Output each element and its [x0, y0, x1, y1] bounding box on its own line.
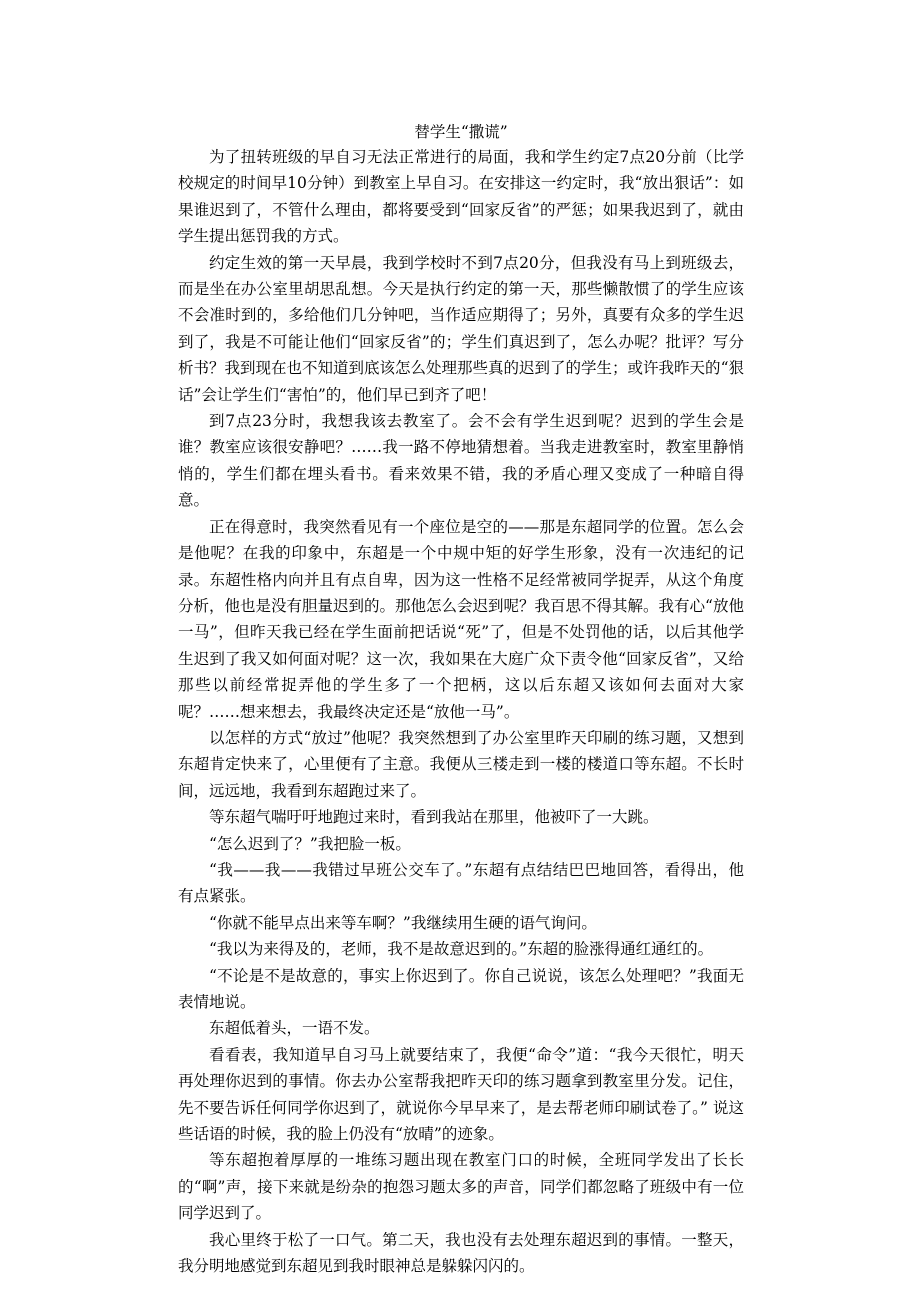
- paragraph: 以怎样的方式“放过”他呢？我突然想到了办公室里昨天印刷的练习题，又想到东超肯定快来了，心里便有了主意。我便从三楼走到一楼的楼道口等东超。不长时间，远远地，我看到东超跑过来了。: [178, 728, 744, 800]
- paragraph: “怎么迟到了？”我把脸一板。: [209, 834, 411, 853]
- paragraph: 等东超抱着厚厚的一堆练习题出现在教室门口的时候，全班同学发出了长长的“啊”声，接下来就是纷杂的抱怨习题太多的声音，同学们都忽略了班级中有一位同学迟到了。: [178, 1151, 744, 1223]
- paragraph: 等东超气喘吁吁地跑过来时，看到我站在那里，他被吓了一大跳。: [209, 808, 659, 827]
- paragraph: 正在得意时，我突然看见有一个座位是空的——那是东超同学的位置。怎么会是他呢？在我的印象中，东超是一个中规中矩的好学生形象，没有一次违纪的记录。东超性格内向并且有点自卑，因为这一性格不足经常被同学捉弄，从这个角度分析，他也是没有胆量迟到的。那他怎么会迟到呢？我百思不得其解。我有心“放他一马”，但昨天我已经在学生面前把话说“死”了，但是不处罚他的话，以后其他学生迟到了我又如何面对呢？这一次，我如果在大庭广众下责令他“回家反省”，又给那些以前经常捉弄他的学生多了一个把柄，这以后东超又该如何去面对大家呢？……想来想去，我最终决定还是“放他一马”。: [178, 517, 744, 721]
- paragraph: “不论是不是故意的，事实上你迟到了。你自己说说，该怎么处理吧？”我面无表情地说。: [178, 966, 744, 1011]
- paragraph: “我以为来得及的，老师，我不是故意迟到的。”东超的脸涨得通红通红的。: [209, 940, 714, 959]
- paragraph: “你就不能早点出来等车啊？”我继续用生硬的语气询问。: [209, 913, 597, 932]
- paragraph: 东超低着头，一语不发。: [209, 1019, 380, 1038]
- paragraph: 到7点23分时，我想我该去教室了。会不会有学生迟到呢？迟到的学生会是谁？教室应该很安静吧？……我一路不停地猜想着。当我走进教室时，教室里静悄悄的，学生们都在埋头看书。看来效果不错，我的矛盾心理又变成了一种暗自得意。: [178, 412, 744, 510]
- paragraph: 看看表，我知道早自习马上就要结束了，我便“命令”道：“我今天很忙，明天再处理你迟到的事情。你去办公室帮我把昨天印的练习题拿到教室里分发。记住，先不要告诉任何同学你迟到了，就说你今早早来了，是去帮老师印刷试卷了。” 说这些话语的时候，我的脸上仍没有“放晴”的迹象。: [178, 1045, 744, 1144]
- paragraph: 为了扭转班级的早自习无法正常进行的局面，我和学生约定7点20分前（比学校规定的时间早10分钟）到教室上早自习。在安排这一约定时，我“放出狠话”：如果谁迟到了，不管什么理由，都将要受到“回家反省”的严惩；如果我迟到了，就由学生提出惩罚我的方式。: [178, 148, 744, 246]
- paragraph: “我——我——我错过早班公交车了。”东超有点结结巴巴地回答，看得出，他有点紧张。: [178, 860, 744, 906]
- paragraph: 我心里终于松了一口气。第二天，我也没有去处理东超迟到的事情。一整天，我分明地感觉到东超见到我时眼神总是躲躲闪闪的。: [178, 1230, 744, 1276]
- article-body: [178, 122, 744, 1279]
- paragraph: 约定生效的第一天早晨，我到学校时不到7点20分，但我没有马上到班级去，而是坐在办公室里胡思乱想。今天是执行约定的第一天，那些懒散惯了的学生应该不会准时到的，多给他们几分钟吧，当作适应期得了；另外，真要有众多的学生迟到了，我是不可能让他们“回家反省”的；学生们真迟到了，怎么办呢？批评？写分析书？我到现在也不知道到底该怎么处理那些真的迟到了的学生；或许我昨天的“狠话”会让学生们“害怕”的，他们早已到齐了吧！: [178, 253, 744, 404]
- article-title: 替学生“撒谎”: [414, 123, 508, 141]
